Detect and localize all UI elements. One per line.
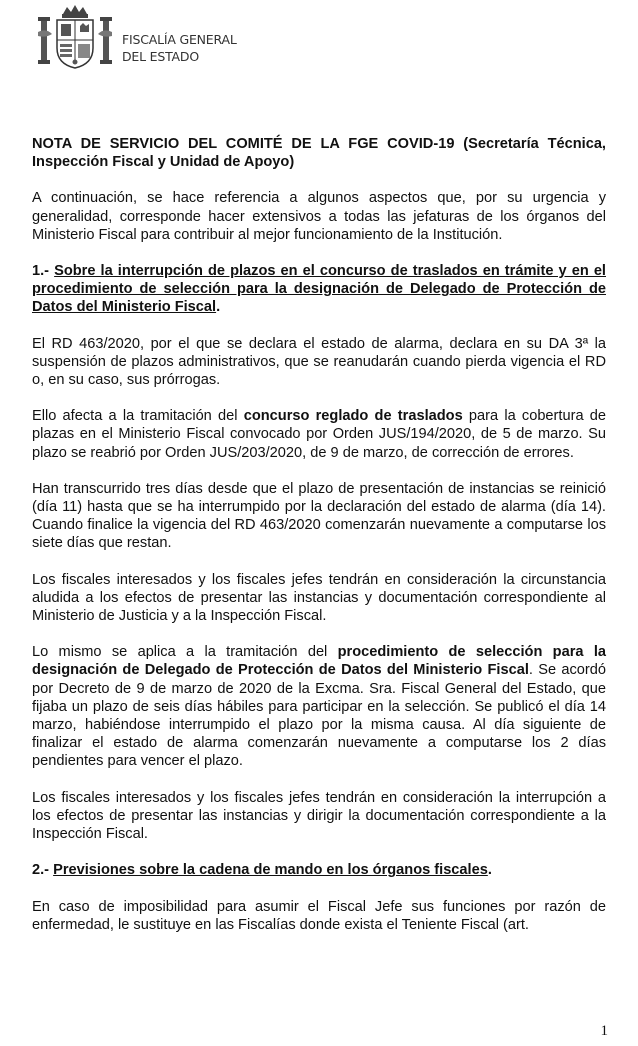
org-name-line-1: FISCALÍA GENERAL [122, 32, 237, 47]
section-1-paragraph-6: Los fiscales interesados y los fiscales jefes tendrán en consideración la interrupción a los efectos de presentar las instancias y dirigir la documentación correspondiente a la Inspección Fiscal. [32, 789, 606, 843]
coat-of-arms-logo [36, 4, 114, 70]
paragraph-2-text-c: para la cobertura de plazas en el Ministerio Fiscal convocado por Orden JUS/194/2020, de 5 de marzo. Su plazo se reabrió por Orden JUS/203/2020, de 9 de marzo, de corrección de errores. [32, 408, 607, 461]
section-1-heading-end: . [216, 299, 221, 316]
organization-name [122, 31, 237, 65]
paragraph-2-bold: concurso reglado de traslados [243, 408, 463, 425]
document-title: NOTA DE SERVICIO DEL COMITÉ DE LA FGE COVID-19 (Secretaría Técnica, Inspección Fiscal y Unidad de Apoyo) [32, 136, 606, 171]
org-name-line-2: DEL ESTADO [122, 49, 199, 64]
section-1-paragraph-1: El RD 463/2020, por el que se declara el estado de alarma, declara en su DA 3ª la suspensión de plazos administrativos, que se reanudarán cuando pierda vigencia el RD o, en su caso, sus prórrogas. [32, 335, 606, 389]
intro-paragraph: A continuación, se hace referencia a algunos aspectos que, por su urgencia y generalidad, corresponde hacer extensivos a todas las jefaturas de los órganos del Ministerio Fiscal para contribuir al mejor funcionamiento de la Institución. [32, 190, 606, 243]
paragraph-5-text-a: Lo mismo se aplica a la tramitación del [32, 644, 338, 661]
page-number: 1 [600, 1023, 608, 1039]
section-2-paragraph-1: En caso de imposibilidad para asumir el Fiscal Jefe sus funciones por razón de enfermedad, le sustituye en las Fiscalías donde exista el Teniente Fiscal (art. [32, 898, 606, 933]
section-2-heading [32, 861, 606, 879]
section-1-number: 1.- [32, 263, 55, 280]
section-2-number: 2.- [32, 862, 54, 879]
section-2-heading-text: Previsiones sobre la cadena de mando en los órganos fiscales [53, 862, 488, 879]
letterhead [36, 4, 296, 70]
section-1-heading-text: Sobre la interrupción de plazos en el concurso de traslados en trámite y en el procedimiento de selección para la designación de Delegado de Protección de Datos del Ministerio Fiscal [32, 263, 606, 316]
section-1-paragraph-4: Los fiscales interesados y los fiscales jefes tendrán en consideración la circunstancia aludida a los efectos de presentar las instancias y documentación correspondiente al Ministerio de Justicia y a la Inspección Fiscal. [32, 571, 606, 625]
section-1-paragraph-3: Han transcurrido tres días desde que el plazo de presentación de instancias se reinició (día 11) hasta que se ha interrumpido por la declaración del estado de alarma (día 14). Cuando finalice la vigencia del RD 463/2020 comenzarán nuevamente a computarse los siete días que restan. [32, 480, 606, 552]
section-2-heading-end: . [487, 862, 492, 879]
paragraph-2-text-a: Ello afecta a la tramitación del [32, 408, 244, 425]
section-1-paragraph-5 [32, 643, 606, 770]
document-body [32, 135, 606, 952]
section-1-paragraph-2 [32, 407, 606, 462]
paragraph-5-bold: procedimiento de selección para la designación de Delegado de Protección de Datos del Ministerio Fiscal [32, 644, 606, 679]
paragraph-5-text-c: . Se acordó por Decreto de 9 de marzo de 2020 de la Excma. Sra. Fiscal General del Estado, que fijaba un plazo de seis días hábiles para participar en la selección. Se publicó el día 14 marzo, habiéndose interrumpido el plazo por la misma causa. Al día siguiente de finalizar el estado de alarma comenzarán nuevamente a computarse los 2 días pendientes para vencer el plazo. [32, 662, 606, 770]
section-1-heading [32, 262, 606, 317]
